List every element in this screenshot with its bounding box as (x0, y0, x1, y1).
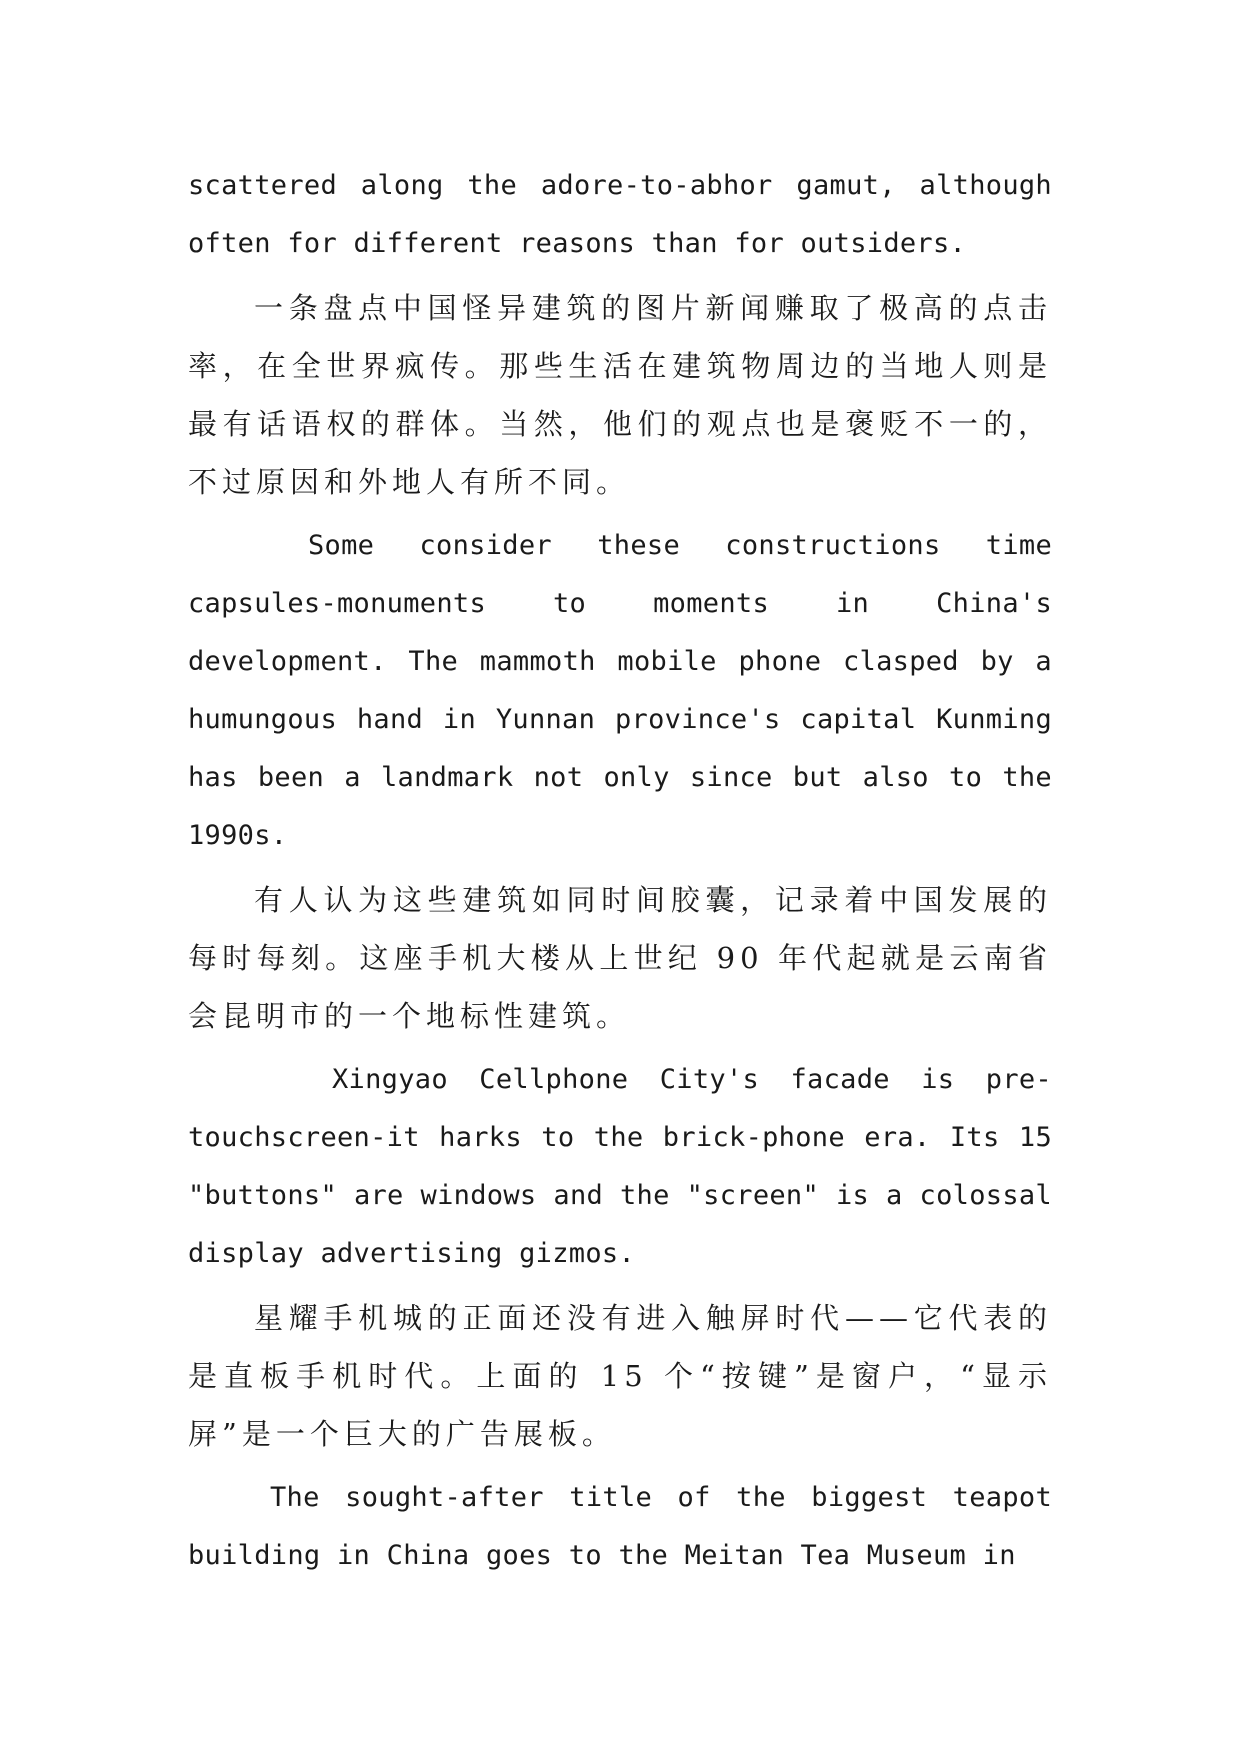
paragraph-en-1: scattered along the adore-to-abhor gamut, although often for different reasons than for outsiders. (188, 170, 1052, 259)
paragraph-zh-2: 有人认为这些建筑如同时间胶囊，记录着中国发展的每时每刻。这座手机大楼从上世纪 90 年代起就是云南省会昆明市的一个地标性建筑。 (188, 883, 1052, 1033)
paragraph-en-4: The sought-after title of the biggest teapot building in China goes to the Meitan Tea Museum in (188, 1482, 1052, 1571)
document-page (188, 157, 1052, 1591)
paragraph-en-2: Some consider these constructions time capsules-monuments to moments in China's development. The mammoth mobile phone clasped by a humungous hand in Yunnan province's capital Kunming has been a landmark not only since but also to the 1990s. (188, 530, 1052, 851)
paragraph-en-3: Xingyao Cellphone City's facade is pre-touchscreen-it harks to the brick-phone era. Its 15 "buttons" are windows and the "screen" is a colossal display advertising gizmos. (188, 1064, 1052, 1269)
paragraph-zh-3: 星耀手机城的正面还没有进入触屏时代——它代表的是直板手机时代。上面的 15 个“按键”是窗户，“显示屏”是一个巨大的广告展板。 (188, 1301, 1052, 1451)
paragraph-zh-1: 一条盘点中国怪异建筑的图片新闻赚取了极高的点击率，在全世界疯传。那些生活在建筑物周边的当地人则是最有话语权的群体。当然，他们的观点也是褒贬不一的，不过原因和外地人有所不同。 (188, 291, 1052, 499)
